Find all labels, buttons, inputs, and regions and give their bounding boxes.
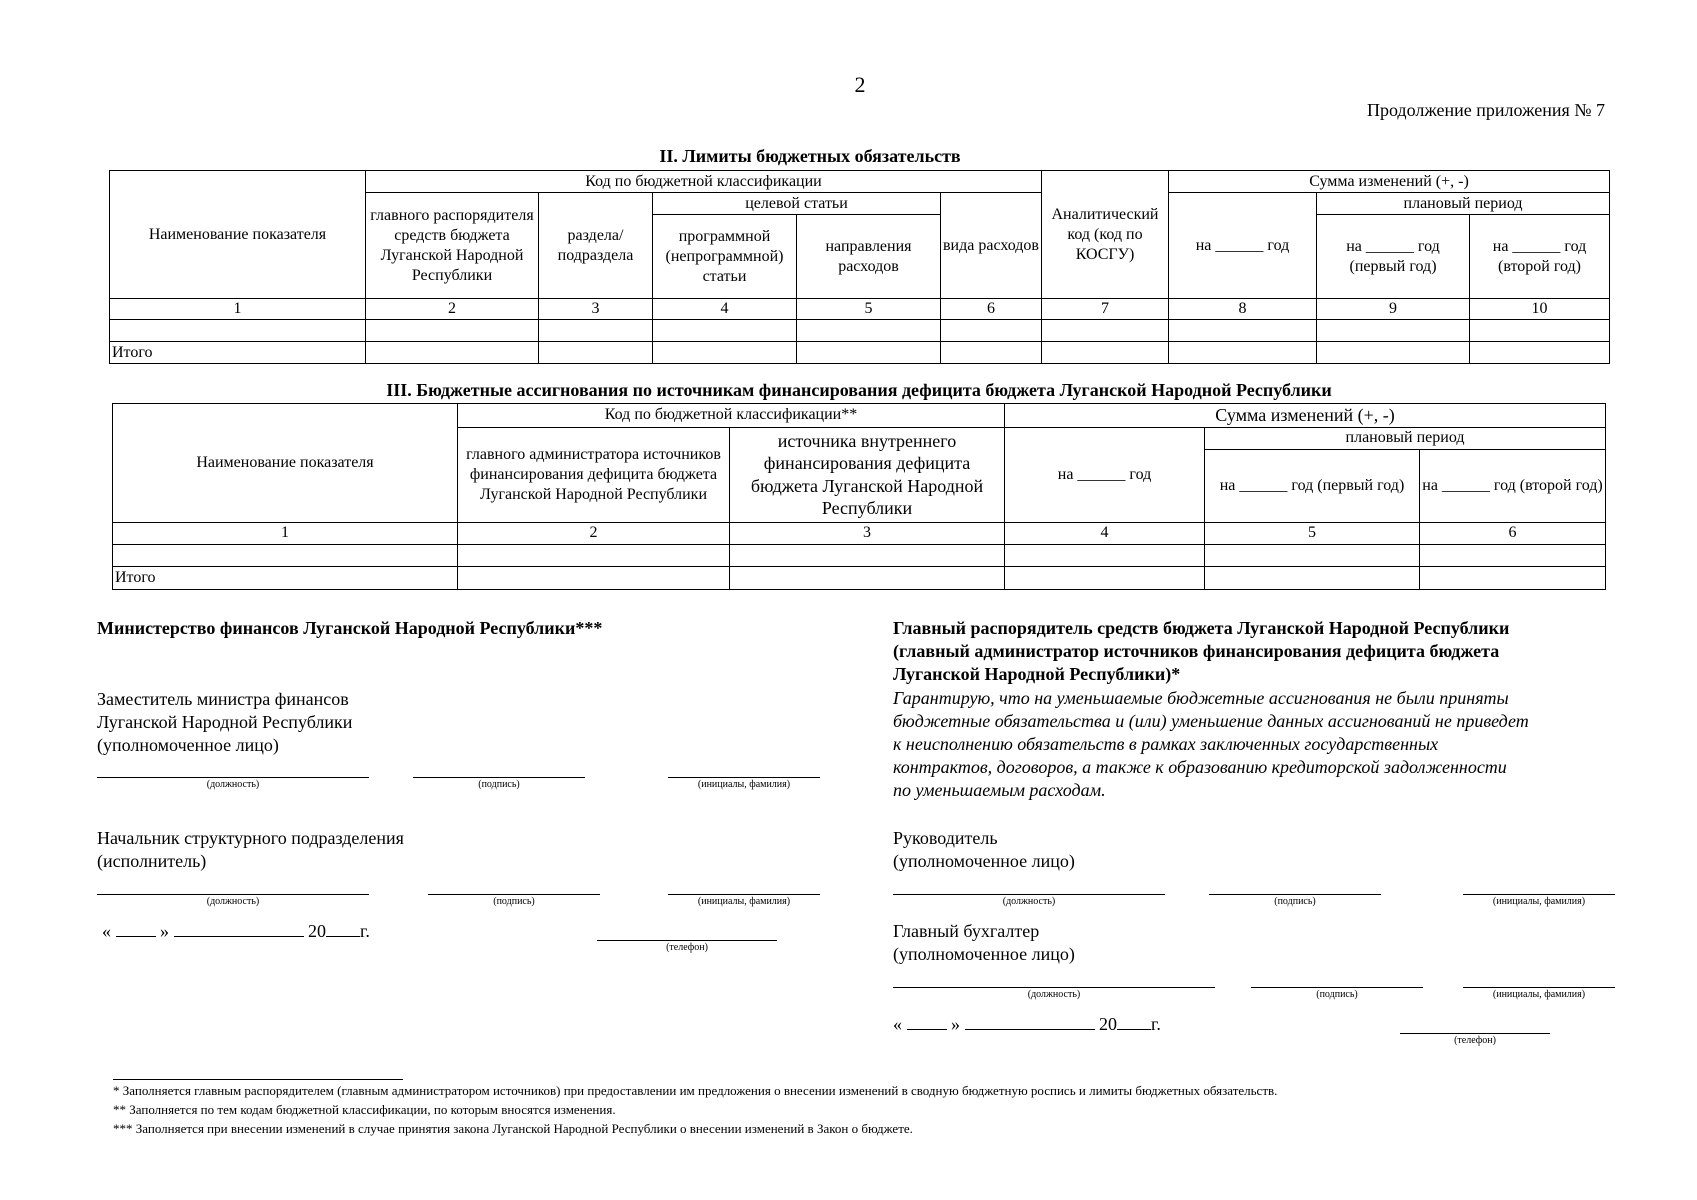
date-close-quote: » [951,1014,960,1034]
s3-h-source: источника внутреннего финансирования дефицита бюджета Луганской Народной Республики [730,427,1005,522]
caption-phone: (телефон) [1454,1035,1496,1046]
manager-initials-line[interactable] [1463,894,1615,895]
manager-line1: Руководитель [893,828,998,848]
date-year-blank[interactable] [1117,1029,1151,1030]
accountant-line1: Главный бухгалтер [893,921,1040,941]
s2-h-direction: направления расходов [797,215,941,299]
s3-num: 5 [1205,522,1420,544]
caption-signature: (подпись) [478,779,520,790]
table-cell[interactable] [1317,342,1470,364]
left-phone-line[interactable] [597,940,777,941]
sources-table [112,403,1606,590]
footnote-3: *** Заполняется при внесении изменений в случае принятия закона Луганской Народной Республики о внесении изменений в Закон о бюджете. [113,1121,913,1136]
date-open-quote: « [893,1014,902,1034]
left-date-line [102,920,370,943]
caption-position: (должность) [1027,989,1081,1000]
s3-h-sum-group: Сумма изменений (+, -) [1005,404,1606,428]
s3-h-code-group: Код по бюджетной классификации** [458,404,1005,428]
table-cell[interactable] [730,544,1005,566]
deputy-position-line[interactable] [97,777,369,778]
s2-num: 9 [1317,299,1470,320]
accountant-line2: (уполномоченное лицо) [893,944,1075,964]
table-cell[interactable] [1420,544,1606,566]
page-number: 2 [854,72,866,97]
footnote-2: ** Заполняется по тем кодам бюджетной классификации, по которым вносятся изменения. [113,1102,616,1117]
guarantee-line1: Гарантирую, что на уменьшаемые бюджетные ассигнования не были приняты [893,688,1509,708]
table-cell[interactable] [797,320,941,342]
table-cell[interactable] [941,320,1042,342]
guarantee-line2: бюджетные обязательства и (или) уменьшение данных ассигнований не приведет [893,711,1529,731]
footnote-1: * Заполняется главным распорядителем (главным администратором источников) при предоставлении им предложения о внесении изменений в сводную бюджетную роспись и лимиты бюджетных обязательств. [113,1083,1278,1098]
s2-h-year1: на ______ год (первый год) [1317,215,1470,299]
s2-num: 2 [366,299,539,320]
head-line1: Начальник структурного подразделения [97,828,404,848]
s3-num: 4 [1005,522,1205,544]
caption-position: (должность) [1002,896,1056,907]
section2-title: II. Лимиты бюджетных обязательств [659,146,961,166]
s2-num: 8 [1169,299,1317,320]
table-cell[interactable] [1317,320,1470,342]
guarantee-line5: по уменьшаемым расходам. [893,780,1106,800]
head-line2: (исполнитель) [97,851,207,871]
date-close-quote: » [160,921,169,941]
table-cell[interactable] [653,320,797,342]
table-cell[interactable] [458,544,730,566]
s3-num: 1 [113,522,458,544]
right-date-line [893,1013,1161,1036]
table-cell[interactable] [941,342,1042,364]
s2-h-sum-group: Сумма изменений (+, -) [1169,171,1610,193]
caption-phone: (телефон) [666,942,708,953]
appendix-continuation: Продолжение приложения № 7 [1366,100,1605,120]
s2-h-target-group: целевой статьи [653,193,941,215]
table-cell[interactable] [1420,566,1606,589]
table-cell[interactable] [1470,320,1610,342]
table-cell[interactable] [458,566,730,589]
table-cell[interactable] [797,342,941,364]
manager-signature-line[interactable] [1209,894,1381,895]
s3-num: 3 [730,522,1005,544]
table-cell[interactable] [1042,342,1169,364]
s2-h-type: вида расходов [941,193,1042,299]
s3-h-year1: на ______ год (первый год) [1205,449,1420,522]
manager-position-line[interactable] [893,894,1165,895]
accountant-initials-line[interactable] [1463,987,1615,988]
s2-h-program: программной (непрограммной) статьи [653,215,797,299]
caption-initials: (инициалы, фамилия) [697,779,791,790]
s3-h-plan-group: плановый период [1205,427,1606,449]
accountant-position-line[interactable] [893,987,1215,988]
date-year-prefix: 20 [308,921,326,941]
s2-num: 5 [797,299,941,320]
date-open-quote: « [102,921,111,941]
table-cell[interactable] [1005,566,1205,589]
s2-h-name: Наименование показателя [110,171,366,299]
table-cell[interactable] [113,544,458,566]
s2-num: 10 [1470,299,1610,320]
deputy-signature-line[interactable] [413,777,585,778]
table-cell[interactable] [539,342,653,364]
ministry-heading: Министерство финансов Луганской Народной Республики*** [97,618,603,638]
s2-h-year: на ______ год [1169,193,1317,299]
table-cell[interactable] [1169,342,1317,364]
table-cell[interactable] [1205,544,1420,566]
date-month-blank[interactable] [174,936,304,937]
date-day-blank[interactable] [907,1029,947,1030]
date-month-blank[interactable] [965,1029,1095,1030]
caption-initials: (инициалы, фамилия) [1492,989,1586,1000]
table-cell[interactable] [1005,544,1205,566]
s2-num: 7 [1042,299,1169,320]
s3-h-name: Наименование показателя [113,404,458,523]
guarantee-line3: к неисполнению обязательств в рамках заключенных государственных [893,734,1439,754]
deputy-line1: Заместитель министра финансов [97,689,349,709]
section3-title: III. Бюджетные ассигнования по источникам финансирования дефицита бюджета Луганской Народной Республики [386,380,1332,400]
deputy-line3: (уполномоченное лицо) [97,735,279,755]
head-initials-line[interactable] [668,894,820,895]
date-day-blank[interactable] [116,936,156,937]
s2-num: 4 [653,299,797,320]
table-cell[interactable] [1169,320,1317,342]
date-year-blank[interactable] [326,936,360,937]
caption-initials: (инициалы, фамилия) [1492,896,1586,907]
footnote-separator [113,1079,403,1080]
s2-num: 1 [110,299,366,320]
s2-total-label: Итого [110,342,366,364]
caption-position: (должность) [206,896,260,907]
table-cell[interactable] [366,342,539,364]
caption-position: (должность) [206,779,260,790]
main-manager-heading-2: (главный администратор источников финансирования дефицита бюджета [893,641,1500,661]
table-cell[interactable] [730,566,1005,589]
s2-h-main-manager: главного распорядителя средств бюджета Луганской Народной Республики [366,193,539,299]
guarantee-line4: контрактов, договоров, а также к образованию кредиторской задолженности [893,757,1507,777]
limits-table [109,170,1610,364]
caption-initials: (инициалы, фамилия) [697,896,791,907]
head-position-line[interactable] [97,894,369,895]
table-cell[interactable] [110,320,366,342]
s2-h-year2: на ______ год (второй год) [1470,215,1610,299]
table-cell[interactable] [653,342,797,364]
deputy-initials-line[interactable] [668,777,820,778]
table-cell[interactable] [1205,566,1420,589]
s3-h-year2: на ______ год (второй год) [1420,449,1606,522]
s2-h-analytic: Аналитический код (код по КОСГУ) [1042,171,1169,299]
table-cell[interactable] [366,320,539,342]
caption-signature: (подпись) [1274,896,1316,907]
s3-h-year: на ______ год [1005,427,1205,522]
date-year-prefix: 20 [1099,1014,1117,1034]
main-manager-heading-1: Главный распорядитель средств бюджета Луганской Народной Республики [893,618,1510,638]
s3-h-admin: главного администратора источников финансирования дефицита бюджета Луганской Народной Республики [458,427,730,522]
s3-num: 2 [458,522,730,544]
s2-h-section: раздела/ подраздела [539,193,653,299]
s2-h-code-group: Код по бюджетной классификации [366,171,1042,193]
manager-line2: (уполномоченное лицо) [893,851,1075,871]
head-signature-line[interactable] [428,894,600,895]
caption-signature: (подпись) [1316,989,1358,1000]
date-year-suffix: г. [360,921,370,941]
s3-num: 6 [1420,522,1606,544]
right-phone-line[interactable] [1400,1033,1550,1034]
deputy-line2: Луганской Народной Республики [97,712,353,732]
table-cell[interactable] [539,320,653,342]
table-cell[interactable] [1042,320,1169,342]
table-cell[interactable] [1470,342,1610,364]
accountant-signature-line[interactable] [1251,987,1423,988]
date-year-suffix: г. [1151,1014,1161,1034]
s3-total-label: Итого [113,566,458,589]
s2-h-plan-group: плановый период [1317,193,1610,215]
s2-num: 3 [539,299,653,320]
main-manager-heading-3: Луганской Народной Республики)* [893,664,1181,684]
caption-signature: (подпись) [493,896,535,907]
s2-num: 6 [941,299,1042,320]
